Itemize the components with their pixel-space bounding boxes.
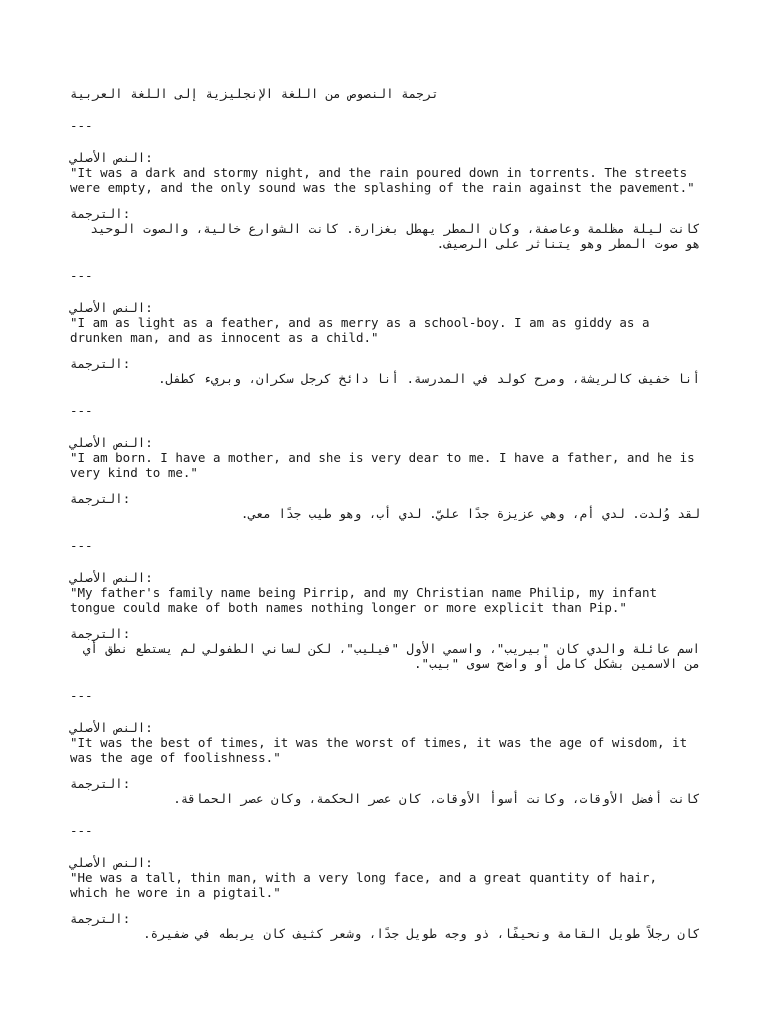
- translation-entry: [70, 823, 700, 941]
- document-page: [70, 86, 703, 958]
- translation-text: كانت ليلة مظلمة وعاصفة، وكان المطر يهطل بغزارة. كانت الشوارع خالية، والصوت الوحيد هو صوت المطر وهو يتناثر على الرصيف.: [82, 221, 700, 251]
- translation-text: كانت أفضل الأوقات، وكانت أسوأ الأوقات، كان عصر الحكمة، وكان عصر الحماقة.: [173, 791, 700, 806]
- original-label: النص الأصلي:: [70, 855, 153, 870]
- translation-text: أنا خفيف كالريشة، ومرح كولد في المدرسة. أنا دائخ كرجل سكران، وبريء كطفل.: [158, 371, 700, 386]
- original-text: "It was the best of times, it was the worst of times, it was the age of wisdom, it was the age of foolishness.": [70, 735, 695, 765]
- original-text: "I am born. I have a mother, and she is very dear to me. I have a father, and he is very kind to me.": [70, 450, 703, 480]
- original-text: "I am as light as a feather, and as merry as a school-boy. I am as giddy as a drunken man, and as innocent as a child.": [70, 315, 658, 345]
- translation-label: الترجمة:: [70, 206, 131, 221]
- translation-label: الترجمة:: [70, 491, 131, 506]
- translation-label: الترجمة:: [70, 911, 131, 926]
- section-separator: ---: [70, 118, 93, 133]
- translation-text: لقد وُلدت. لدي أم، وهي عزيزة جدًا عليّ. لدي أب، وهو طيب جدًا معي.: [240, 506, 700, 521]
- section-separator: ---: [70, 823, 93, 838]
- translation-entry: [70, 118, 700, 251]
- translation-entry: [70, 688, 700, 806]
- original-text: "It was a dark and stormy night, and the rain poured down in torrents. The streets were empty, and the only sound was the splashing of the rain against the pavement.": [70, 165, 695, 195]
- original-label: النص الأصلي:: [70, 435, 153, 450]
- section-separator: ---: [70, 688, 93, 703]
- section-separator: ---: [70, 538, 93, 553]
- original-label: النص الأصلي:: [70, 150, 153, 165]
- original-label: النص الأصلي:: [70, 720, 153, 735]
- section-separator: ---: [70, 403, 93, 418]
- translation-entry: [70, 268, 700, 386]
- translation-text: كان رجلاً طويل القامة ونحيفًا، ذو وجه طويل جدًا، وشعر كثيف كان يربطه في ضفيرة.: [143, 926, 700, 941]
- entries-list: [70, 118, 703, 941]
- original-text: "My father's family name being Pirrip, and my Christian name Philip, my infant tongue could make of both names nothing longer or more explicit than Pip.": [70, 585, 665, 615]
- original-text: "He was a tall, thin man, with a very long face, and a great quantity of hair, which he wore in a pigtail.": [70, 870, 665, 900]
- translation-entry: [70, 538, 700, 671]
- section-separator: ---: [70, 268, 93, 283]
- translation-entry: [70, 403, 703, 521]
- translation-text: اسم عائلة والدي كان "بيريب"، واسمي الأول "فيليب"، لكن لساني الطفولي لم يستطع نطق أي من الاسمين بشكل كامل أو واضح سوى "بيب".: [75, 641, 700, 671]
- original-label: النص الأصلي:: [70, 570, 153, 585]
- original-label: النص الأصلي:: [70, 300, 153, 315]
- translation-label: الترجمة:: [70, 356, 131, 371]
- translation-label: الترجمة:: [70, 776, 131, 791]
- translation-label: الترجمة:: [70, 626, 131, 641]
- document-title: ترجمة النصوص من اللغة الإنجليزية إلى اللغة العربية: [70, 86, 439, 101]
